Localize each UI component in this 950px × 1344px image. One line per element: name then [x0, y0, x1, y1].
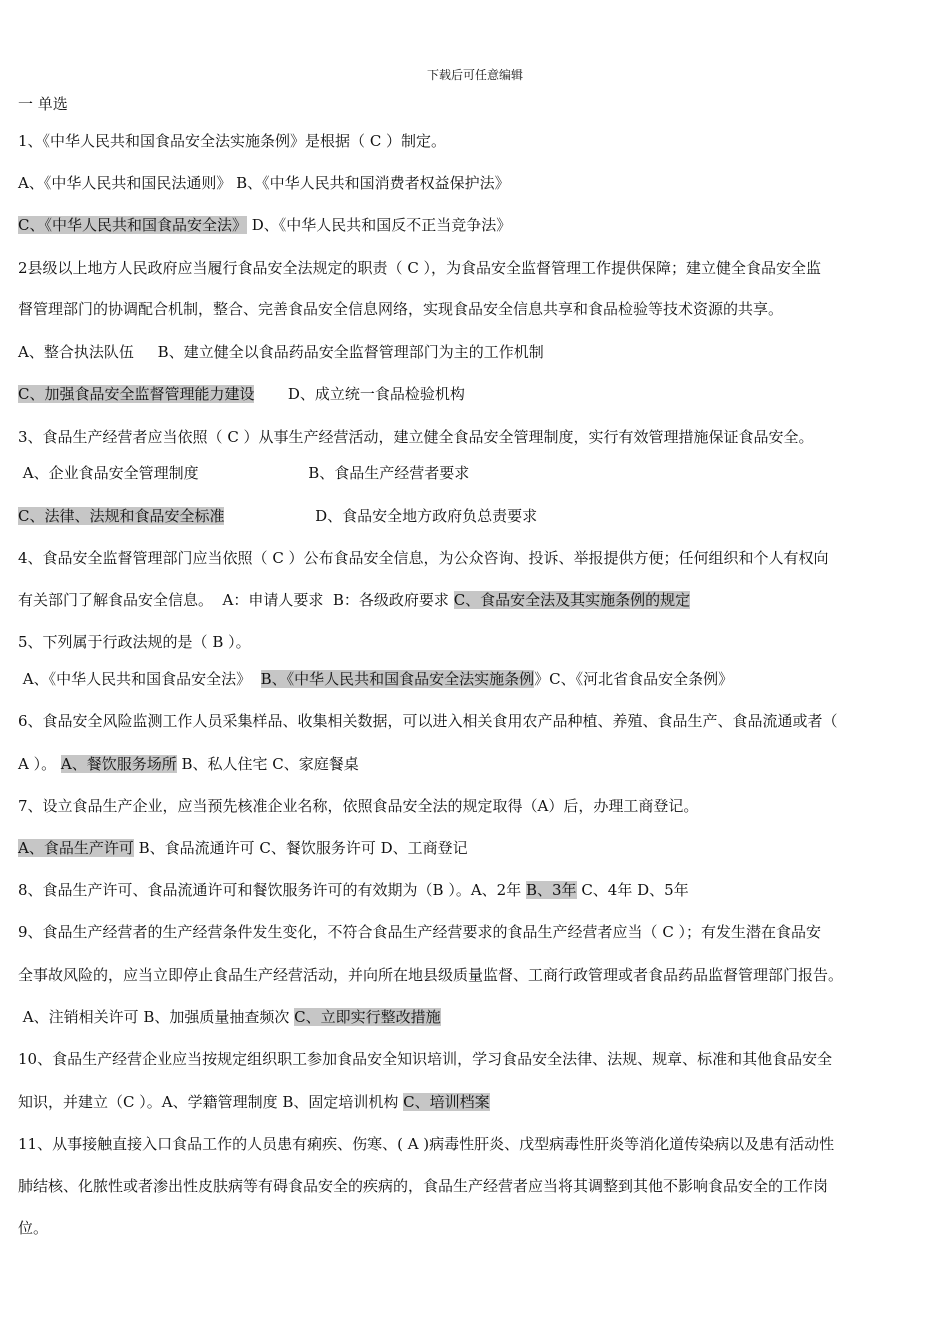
text-segment: 》C、《河北省食品安全条例》 [534, 670, 734, 688]
highlighted-answer: C、培训档案 [403, 1093, 490, 1111]
text-line [18, 880, 689, 900]
highlighted-answer: B、《中华人民共和国食品安全法实施条例 [260, 670, 535, 688]
text-segment: 4、食品安全监督管理部门应当依照（ C ）公布食品安全信息，为公众咨询、投诉、举报提供方便；任何组织和个人有权向 [18, 549, 829, 567]
text-line [18, 1176, 828, 1196]
highlighted-answer: C、法律、法规和食品安全标准 [18, 507, 225, 525]
text-line [18, 1007, 441, 1027]
text-segment: A、《中华人民共和国食品安全法》 [18, 670, 261, 688]
text-segment: 有关部门了解食品安全信息。 A：申请人要求 B：各级政府要求 [18, 591, 454, 609]
text-segment: B、私人住宅 C、家庭餐桌 [176, 755, 359, 773]
text-line [18, 1218, 48, 1238]
highlighted-answer: A、食品生产许可 [18, 839, 134, 857]
text-line [18, 342, 544, 362]
text-line [18, 711, 838, 731]
text-line [18, 796, 698, 816]
text-segment: A ）。 [18, 755, 61, 773]
text-line [18, 590, 690, 610]
text-segment: 10、食品生产经营企业应当按规定组织职工参加食品安全知识培训，学习食品安全法律、法规、规章、标准和其他食品安全 [18, 1050, 833, 1068]
text-segment: 全事故风险的，应当立即停止食品生产经营活动，并向所在地县级质量监督、工商行政管理或者食品药品监督管理部门报告。 [18, 966, 844, 984]
text-segment: C、4年 D、5年 [576, 881, 689, 899]
text-line [18, 299, 783, 319]
text-segment: A、《中华人民共和国民法通则》 B、《中华人民共和国消费者权益保护法》 [18, 174, 510, 192]
text-line [18, 669, 733, 689]
highlighted-answer: C、《中华人民共和国食品安全法》 [18, 216, 247, 234]
text-line [18, 506, 537, 526]
text-line [18, 965, 843, 985]
text-segment: 督管理部门的协调配合机制，整合、完善食品安全信息网络，实现食品安全信息共享和食品检验等技术资源的共享。 [18, 300, 784, 318]
text-segment: D、成立统一食品检验机构 [254, 385, 465, 403]
text-segment: B、食品流通许可 C、餐饮服务许可 D、工商登记 [133, 839, 468, 857]
text-segment: 11、从事接触直接入口食品工作的人员患有痢疾、伤寒、( A )病毒性肝炎、戊型病毒性肝炎等消化道传染病以及患有活动性 [18, 1135, 835, 1153]
highlighted-answer: B、3年 [525, 881, 577, 899]
page-header: 下载后可任意编辑 [426, 68, 523, 82]
text-line [18, 131, 446, 151]
section-title: 一 单选 [18, 95, 68, 113]
text-line [18, 754, 359, 774]
text-line [18, 838, 468, 858]
text-line [18, 258, 821, 278]
highlighted-answer: C、食品安全法及其实施条例的规定 [453, 591, 691, 609]
text-line [18, 1092, 490, 1112]
text-line [18, 384, 465, 404]
text-line [18, 215, 511, 235]
text-segment: A、企业食品安全管理制度 B、食品生产经营者要求 [18, 464, 470, 482]
text-segment: 6、食品安全风险监测工作人员采集样品、收集相关数据，可以进入相关食用农产品种植、养殖、食品生产、食品流通或者（ [18, 712, 838, 730]
text-line [18, 548, 829, 568]
text-segment: 8、食品生产许可、食品流通许可和餐饮服务许可的有效期为（B ）。A、2年 [18, 881, 526, 899]
text-line [18, 173, 510, 193]
text-segment: 9、食品生产经营者的生产经营条件发生变化，不符合食品生产经营要求的食品生产经营者应当（ C ）；有发生潜在食品安 [18, 923, 822, 941]
text-line [18, 632, 251, 652]
text-segment: 位。 [18, 1219, 49, 1237]
text-segment: 7、设立食品生产企业，应当预先核准企业名称，依照食品安全法的规定取得（A）后，办理工商登记。 [18, 797, 699, 815]
highlighted-answer: A、餐饮服务场所 [60, 755, 177, 773]
text-segment: 3、食品生产经营者应当依照（ C ）从事生产经营活动，建立健全食品安全管理制度，实行有效管理措施保证食品安全。 [18, 428, 814, 446]
text-segment: 5、下列属于行政法规的是（ B ）。 [18, 633, 251, 651]
text-line [18, 463, 469, 483]
text-line [18, 427, 814, 447]
text-segment: 2县级以上地方人民政府应当履行食品安全法规定的职责（ C ），为食品安全监督管理工作提供保障；建立健全食品安全监 [18, 259, 822, 277]
text-segment: A、整合执法队伍 B、建立健全以食品药品安全监督管理部门为主的工作机制 [18, 343, 544, 361]
text-segment: 肺结核、化脓性或者渗出性皮肤病等有碍食品安全的疾病的，食品生产经营者应当将其调整到其他不影响食品安全的工作岗 [18, 1177, 829, 1195]
highlighted-answer: C、加强食品安全监督管理能力建设 [18, 385, 255, 403]
text-line [18, 1049, 832, 1069]
highlighted-answer: C、立即实行整改措施 [294, 1008, 441, 1026]
text-line [18, 1134, 834, 1154]
text-segment: A、注销相关许可 B、加强质量抽查频次 [18, 1008, 295, 1026]
text-segment: 知识，并建立（C ）。A、学籍管理制度 B、固定培训机构 [18, 1093, 404, 1111]
text-segment: D、食品安全地方政府负总责要求 [224, 507, 538, 525]
text-line [18, 922, 821, 942]
text-segment: D、《中华人民共和国反不正当竞争法》 [246, 216, 512, 234]
text-segment: 1、《中华人民共和国食品安全法实施条例》是根据（ C ）制定。 [18, 132, 447, 150]
